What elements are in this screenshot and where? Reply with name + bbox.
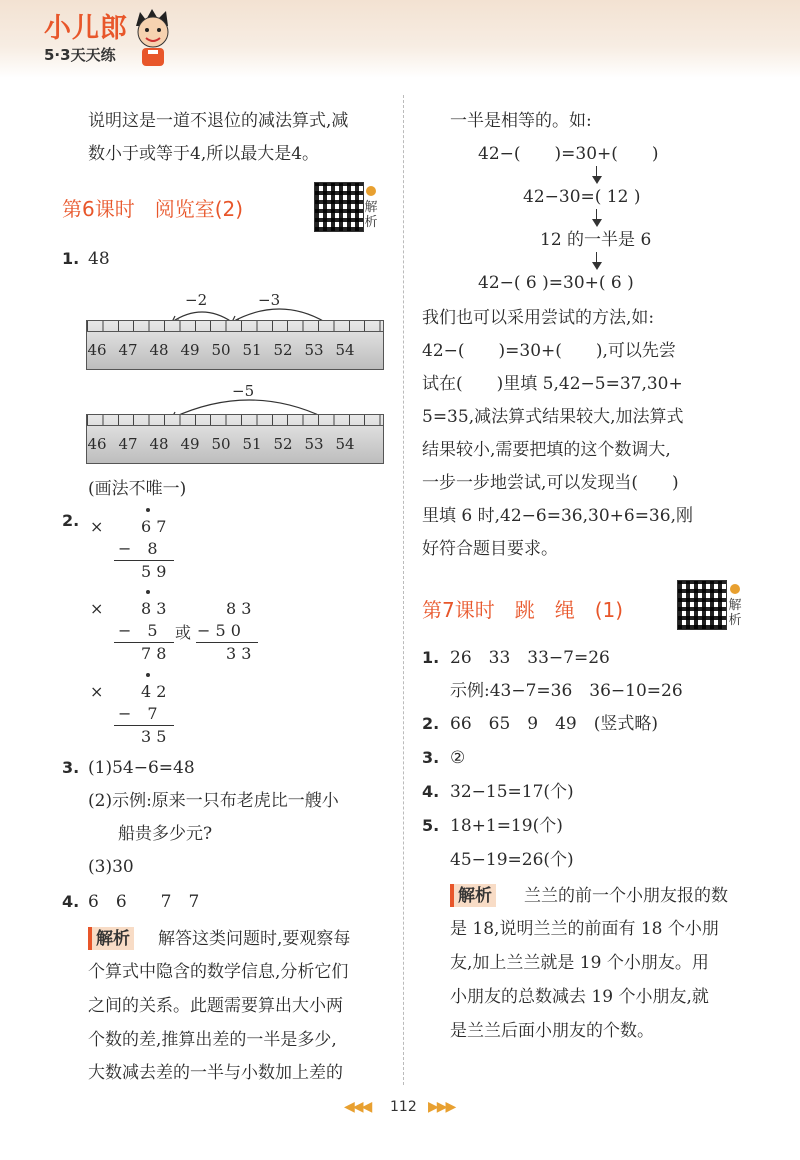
v2-top: 8 3 xyxy=(141,599,167,618)
jiexi-char-2: 析 xyxy=(364,215,378,230)
ruler1-arc-label-1: −2 xyxy=(185,291,208,309)
play-icon-2[interactable] xyxy=(730,584,740,594)
ruler1-mark-52: 52 xyxy=(273,341,293,359)
q1-answer: 48 xyxy=(88,249,110,269)
intro-line-1: 说明这是一道不退位的减法算式,减 xyxy=(88,111,349,131)
footer-right-arrows-icon: ▶▶▶ xyxy=(428,1099,455,1115)
para-line-2: 42−( )=30+( ),可以先尝 xyxy=(422,341,676,361)
flow-arrow-2-icon xyxy=(592,219,602,227)
flow-arrow-1-icon xyxy=(592,176,602,184)
r-q5-number: 5. xyxy=(422,816,440,835)
ruler2-arc-label: −5 xyxy=(232,382,255,400)
q2-cross-1: × xyxy=(90,517,104,536)
r-q1-example: 示例:43−7=36 36−10=26 xyxy=(450,681,683,701)
or-label: 或 xyxy=(175,623,192,642)
brand-logo: 小儿郎 xyxy=(44,13,128,44)
ruler1-mark-48: 48 xyxy=(149,341,169,359)
para-line-5: 结果较小,需要把填的这个数调大, xyxy=(422,440,671,460)
ruler2-mark-51: 51 xyxy=(242,435,262,453)
r-analysis-badge: 解析 xyxy=(450,884,496,907)
r-analysis-line-2: 是 18,说明兰兰的前面有 18 个小朋 xyxy=(450,919,719,939)
ruler2-scale xyxy=(87,415,383,426)
footer-left-arrows-icon: ◀◀◀ xyxy=(344,1099,371,1115)
page-number: 112 xyxy=(390,1099,417,1115)
r-q2-number: 2. xyxy=(422,714,440,733)
ruler2-mark-53: 53 xyxy=(304,435,324,453)
q4-number: 4. xyxy=(62,892,80,911)
jiexi-char-3: 解 xyxy=(728,598,742,613)
q3-line-2: (2)示例:原来一只布老虎比一艘小 xyxy=(88,791,339,811)
q1-number: 1. xyxy=(62,249,80,268)
q2-number: 2. xyxy=(62,511,80,530)
ruler2-mark-52: 52 xyxy=(273,435,293,453)
q1-note: (画法不唯一) xyxy=(88,479,187,499)
v1-sub: − 8 xyxy=(118,539,158,558)
ruler1-arc-label-2: −3 xyxy=(258,291,281,309)
ruler2-mark-54: 54 xyxy=(335,435,355,453)
r-q4-answer: 32−15=17(个) xyxy=(450,782,574,802)
v2-result: 7 8 xyxy=(141,644,167,663)
q2-cross-2: × xyxy=(90,599,104,618)
number-ruler-2 xyxy=(86,414,384,464)
mascot-icon xyxy=(130,6,176,68)
q4-answer: 6 6 7 7 xyxy=(88,892,200,912)
v1-result: 5 9 xyxy=(141,562,167,581)
r-q3-number: 3. xyxy=(422,748,440,767)
r-analysis-line-3: 友,加上兰兰就是 19 个小朋友。用 xyxy=(450,953,709,973)
para-line-6: 一步一步地尝试,可以发现当( ) xyxy=(422,473,679,493)
jiexi-side-label-2 xyxy=(728,598,742,628)
flow-step-2: 42−30=( 12 ) xyxy=(523,187,641,207)
borrow-dot-2 xyxy=(146,590,150,594)
right-top-line: 一半是相等的。如: xyxy=(450,111,592,131)
q3-line-3: 船贵多少元? xyxy=(118,824,213,844)
q2-cross-3: × xyxy=(90,682,104,701)
intro-line-2: 数小于或等于4,所以最大是4。 xyxy=(88,144,320,164)
para-line-8: 好符合题目要求。 xyxy=(422,539,558,559)
v3-sub: − 5 0 xyxy=(197,621,241,640)
v4-sub: − 7 xyxy=(118,704,158,723)
ruler2-mark-47: 47 xyxy=(118,435,138,453)
brand-subtitle: 5·3天天练 xyxy=(44,46,116,64)
para-line-1: 我们也可以采用尝试的方法,如: xyxy=(422,308,655,328)
borrow-dot-1 xyxy=(146,508,150,512)
ruler1-mark-53: 53 xyxy=(304,341,324,359)
q4-analysis-line-4: 个数的差,推算出差的一半是多少, xyxy=(88,1030,337,1050)
v2-sub: − 5 xyxy=(118,621,158,640)
flow-step-3: 12 的一半是 6 xyxy=(540,230,652,250)
r-analysis-line-4: 小朋友的总数减去 19 个小朋友,就 xyxy=(450,987,709,1007)
r-q1-answer: 26 33 33−7=26 xyxy=(450,648,610,668)
ruler1-mark-49: 49 xyxy=(180,341,200,359)
r-q3-answer: ② xyxy=(450,748,466,768)
q4-analysis-line-2: 个算式中隐含的数学信息,分析它们 xyxy=(88,962,349,982)
v4-top: 4 2 xyxy=(141,682,167,701)
v4-result: 3 5 xyxy=(141,727,167,746)
play-icon[interactable] xyxy=(366,186,376,196)
para-line-7: 里填 6 时,42−6=36,30+6=36,刚 xyxy=(422,506,693,526)
para-line-4: 5=35,减法算式结果较大,加法算式 xyxy=(422,407,684,427)
jiexi-char-4: 析 xyxy=(728,613,742,628)
q3-line-4: (3)30 xyxy=(88,857,134,877)
r-analysis-line-1: 兰兰的前一个小朋友报的数 xyxy=(524,886,728,906)
q4-analysis-line-3: 之间的关系。此题需要算出大小两 xyxy=(88,996,343,1016)
ruler2-mark-49: 49 xyxy=(180,435,200,453)
jiexi-side-label xyxy=(364,200,378,230)
number-ruler-1 xyxy=(86,320,384,370)
ruler1-mark-47: 47 xyxy=(118,341,138,359)
q4-analysis-badge: 解析 xyxy=(88,927,134,950)
ruler2-mark-50: 50 xyxy=(211,435,231,453)
jiexi-char-1: 解 xyxy=(364,200,378,215)
para-line-3: 试在( )里填 5,42−5=37,30+ xyxy=(422,374,683,394)
section-7-title: 第7课时 跳 绳 (1) xyxy=(422,598,624,622)
q3-number: 3. xyxy=(62,758,80,777)
ruler1-mark-54: 54 xyxy=(335,341,355,359)
borrow-dot-3 xyxy=(146,673,150,677)
ruler1-mark-51: 51 xyxy=(242,341,262,359)
ruler1-mark-50: 50 xyxy=(211,341,231,359)
r-q4-number: 4. xyxy=(422,782,440,801)
v3-top: 8 3 xyxy=(226,599,252,618)
ruler2-mark-48: 48 xyxy=(149,435,169,453)
qr-code-icon[interactable] xyxy=(314,182,364,232)
v1-top: 6 7 xyxy=(141,517,167,536)
flow-step-1: 42−( )=30+( ) xyxy=(478,144,659,164)
r-q1-number: 1. xyxy=(422,648,440,667)
r-q5-answer: 18+1=19(个) xyxy=(450,816,563,836)
r-q5-answer-2: 45−19=26(个) xyxy=(450,850,574,870)
q4-analysis-line-5: 大数减去差的一半与小数加上差的 xyxy=(88,1063,343,1083)
q3-line-1: (1)54−6=48 xyxy=(88,758,195,778)
ruler2-mark-46: 46 xyxy=(87,435,107,453)
qr-code-icon-2[interactable] xyxy=(677,580,727,630)
q4-analysis-line-1: 解答这类问题时,要观察每 xyxy=(158,929,351,949)
ruler1-mark-46: 46 xyxy=(87,341,107,359)
r-q2-answer: 66 65 9 49 (竖式略) xyxy=(450,714,658,734)
v3-result: 3 3 xyxy=(226,644,252,663)
ruler1-scale xyxy=(87,321,383,332)
column-divider xyxy=(403,95,404,1085)
r-analysis-line-5: 是兰兰后面小朋友的个数。 xyxy=(450,1021,654,1041)
flow-arrow-3-icon xyxy=(592,262,602,270)
flow-step-4: 42−( 6 )=30+( 6 ) xyxy=(478,273,634,293)
section-6-title: 第6课时 阅览室(2) xyxy=(62,197,244,221)
